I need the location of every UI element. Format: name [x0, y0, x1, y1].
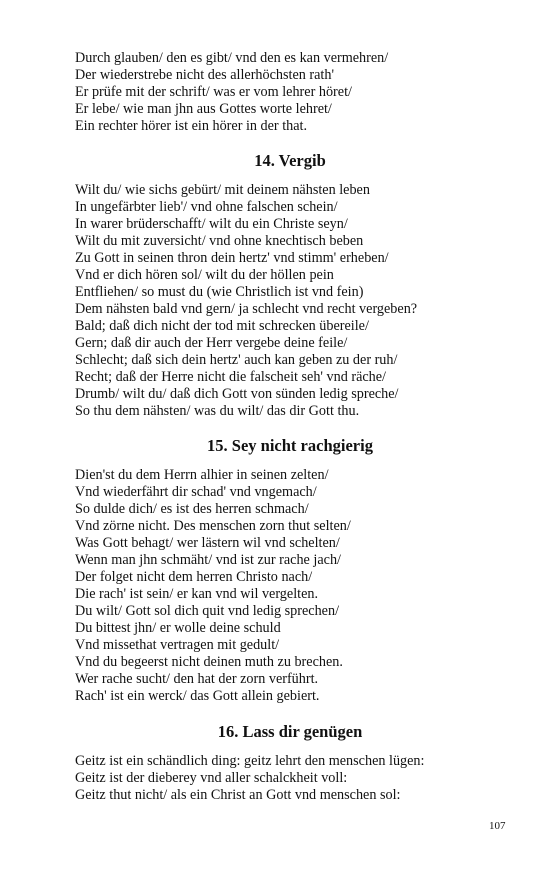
verse-line: Bald; daß dich nicht der tod mit schrecken übereile/	[75, 318, 369, 334]
verse-line: Wilt du mit zuversicht/ vnd ohne knechtisch beben	[75, 233, 364, 249]
verse-line: Wenn man jhn schmäht/ vnd ist zur rache jach/	[75, 552, 341, 568]
verse-line: Geitz thut nicht/ als ein Christ an Gott vnd menschen sol:	[75, 787, 401, 803]
verse-line: Vnd du begeerst nicht deinen muth zu brechen.	[75, 654, 343, 670]
section-heading-15: 15. Sey nicht rachgierig	[207, 436, 373, 455]
section-heading-16: 16. Lass dir genügen	[217, 722, 363, 741]
verse-line: In warer brüderschafft/ wilt du ein Christe seyn/	[75, 216, 348, 232]
verse-line: Der folget nicht dem herren Christo nach/	[75, 569, 313, 585]
verse-line: Dien'st du dem Herrn alhier in seinen zelten/	[75, 467, 329, 483]
page-body	[75, 50, 515, 804]
verse-line: Vnd er dich hören sol/ wilt du der höllen pein	[75, 267, 334, 283]
verse-line: Drumb/ wilt du/ daß dich Gott von sünden ledig spreche/	[75, 386, 399, 402]
verse-line: Recht; daß der Herre nicht die falscheit seh' vnd räche/	[75, 369, 387, 385]
verse-line: Geitz ist ein schändlich ding: geitz lehrt den menschen lügen:	[75, 753, 425, 769]
verse-line: Vnd zörne nicht. Des menschen zorn thut selten/	[75, 518, 351, 534]
verse-line: Gern; daß dir auch der Herr vergebe deine feile/	[75, 335, 348, 351]
verse-line: Wer rache sucht/ den hat der zorn verführt.	[75, 671, 319, 687]
verse-line: Durch glauben/ den es gibt/ vnd den es kan vermehren/	[75, 50, 389, 66]
section-heading-14: 14. Vergib	[254, 151, 326, 170]
intro-stanza	[75, 50, 515, 135]
verse-line: Du bittest jhn/ er wolle deine schuld	[75, 620, 281, 636]
section-16-stanza	[75, 753, 515, 804]
section-14-stanza	[75, 182, 515, 420]
verse-line: Schlecht; daß sich dein hertz' auch kan geben zu der ruh/	[75, 352, 398, 368]
verse-line: Zu Gott in seinen thron dein hertz' vnd stimm' erheben/	[75, 250, 389, 266]
verse-line: Er prüfe mit der schrift/ was er vom lehrer höret/	[75, 84, 352, 100]
verse-line: Entfliehen/ so must du (wie Christlich ist vnd fein)	[75, 284, 364, 300]
verse-line: Vnd wiederfährt dir schad' vnd vngemach/	[75, 484, 317, 500]
verse-line: Wilt du/ wie sichs gebürt/ mit deinem nähsten leben	[75, 182, 370, 198]
section-15-stanza	[75, 467, 515, 705]
verse-line: So thu dem nähsten/ was du wilt/ das dir Gott thu.	[75, 403, 360, 419]
verse-line: Du wilt/ Gott sol dich quit vnd ledig sprechen/	[75, 603, 340, 619]
verse-line: Geitz ist der dieberey vnd aller schalckheit voll:	[75, 770, 348, 786]
page-number: 107	[489, 820, 506, 832]
verse-line: So dulde dich/ es ist des herren schmach/	[75, 501, 309, 517]
verse-line: Was Gott behagt/ wer lästern wil vnd schelten/	[75, 535, 340, 551]
verse-line: Er lebe/ wie man jhn aus Gottes worte lehret/	[75, 101, 332, 117]
verse-line: Dem nähsten bald vnd gern/ ja schlecht vnd recht vergeben?	[75, 301, 418, 317]
verse-line: Ein rechter hörer ist ein hörer in der that.	[75, 118, 308, 134]
verse-line: Die rach' ist sein/ er kan vnd wil vergelten.	[75, 586, 319, 602]
verse-line: In ungefärbter lieb'/ vnd ohne falschen schein/	[75, 199, 338, 215]
verse-line: Vnd missethat vertragen mit gedult/	[75, 637, 280, 653]
verse-line: Der wiederstrebe nicht des allerhöchsten rath'	[75, 67, 335, 83]
verse-line: Rach' ist ein werck/ das Gott allein gebiert.	[75, 688, 320, 704]
